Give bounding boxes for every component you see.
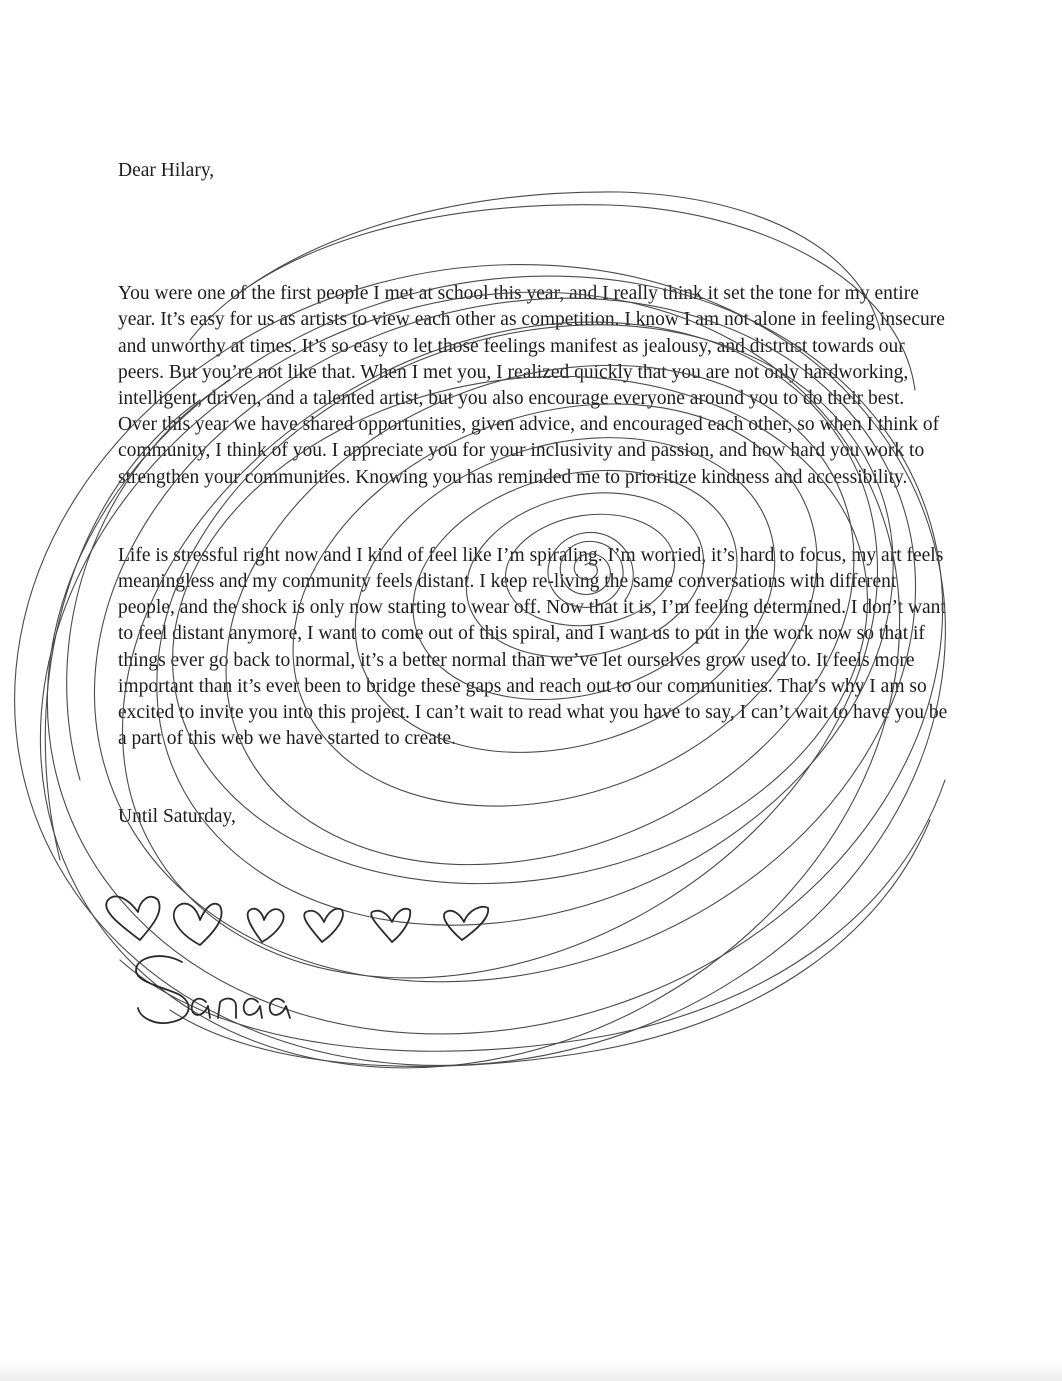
heart-icon <box>371 909 410 942</box>
heart-icon <box>304 909 343 942</box>
bottom-shade <box>0 1361 1062 1381</box>
heart-icon <box>106 896 159 940</box>
salutation: Dear Hilary, <box>118 160 215 181</box>
closing: Until Saturday, <box>118 806 236 828</box>
heart-icon <box>444 907 488 940</box>
heart-icon <box>248 909 284 942</box>
paragraph-2: Life is stressful right now and I kind of feel like I’m spiraling. I’m worried, it’s hard to focus, my art feels meaningless and my community feels distant. I keep re-living the same conversations with different people, and the shock is only now starting to wear off. Now that it is, I’m feeling determined. I don’t want to feel distant anymore, I want to come out of this spiral, and I want us to put in the work now so that if things ever go back to normal, it’s a better normal than we’ve let ourselves grow used to. It feels more important than it’s ever been to bridge these gaps and reach out to our communities. That’s why I am so excited to invite you into this project. I can’t wait to read what you have to say, I can’t wait to have you be a part of this web we have started to create. <box>118 544 948 750</box>
letter-body <box>118 158 948 831</box>
heart-icon <box>174 904 222 945</box>
paragraph-1: You were one of the first people I met at school this year, and I really think it set the tone for my entire year. It’s easy for us as artists to view each other as competition. I know I am not alone in feeling insecure and unworthy at times. It’s so easy to let those feelings manifest as jealousy, and distrust towards our peers. But you’re not like that. When I met you, I realized quickly that you are not only hardworking, intelligent, driven, and a talented artist, but you also encourage everyone around you to do their best. Over this year we have shared opportunities, given advice, and encouraged each other, so when I think of community, I think of you. I appreciate you for your inclusivity and passion, and how hard you work to strengthen your communities. Knowing you has reminded me to prioritize kindness and accessibility. <box>118 283 945 488</box>
